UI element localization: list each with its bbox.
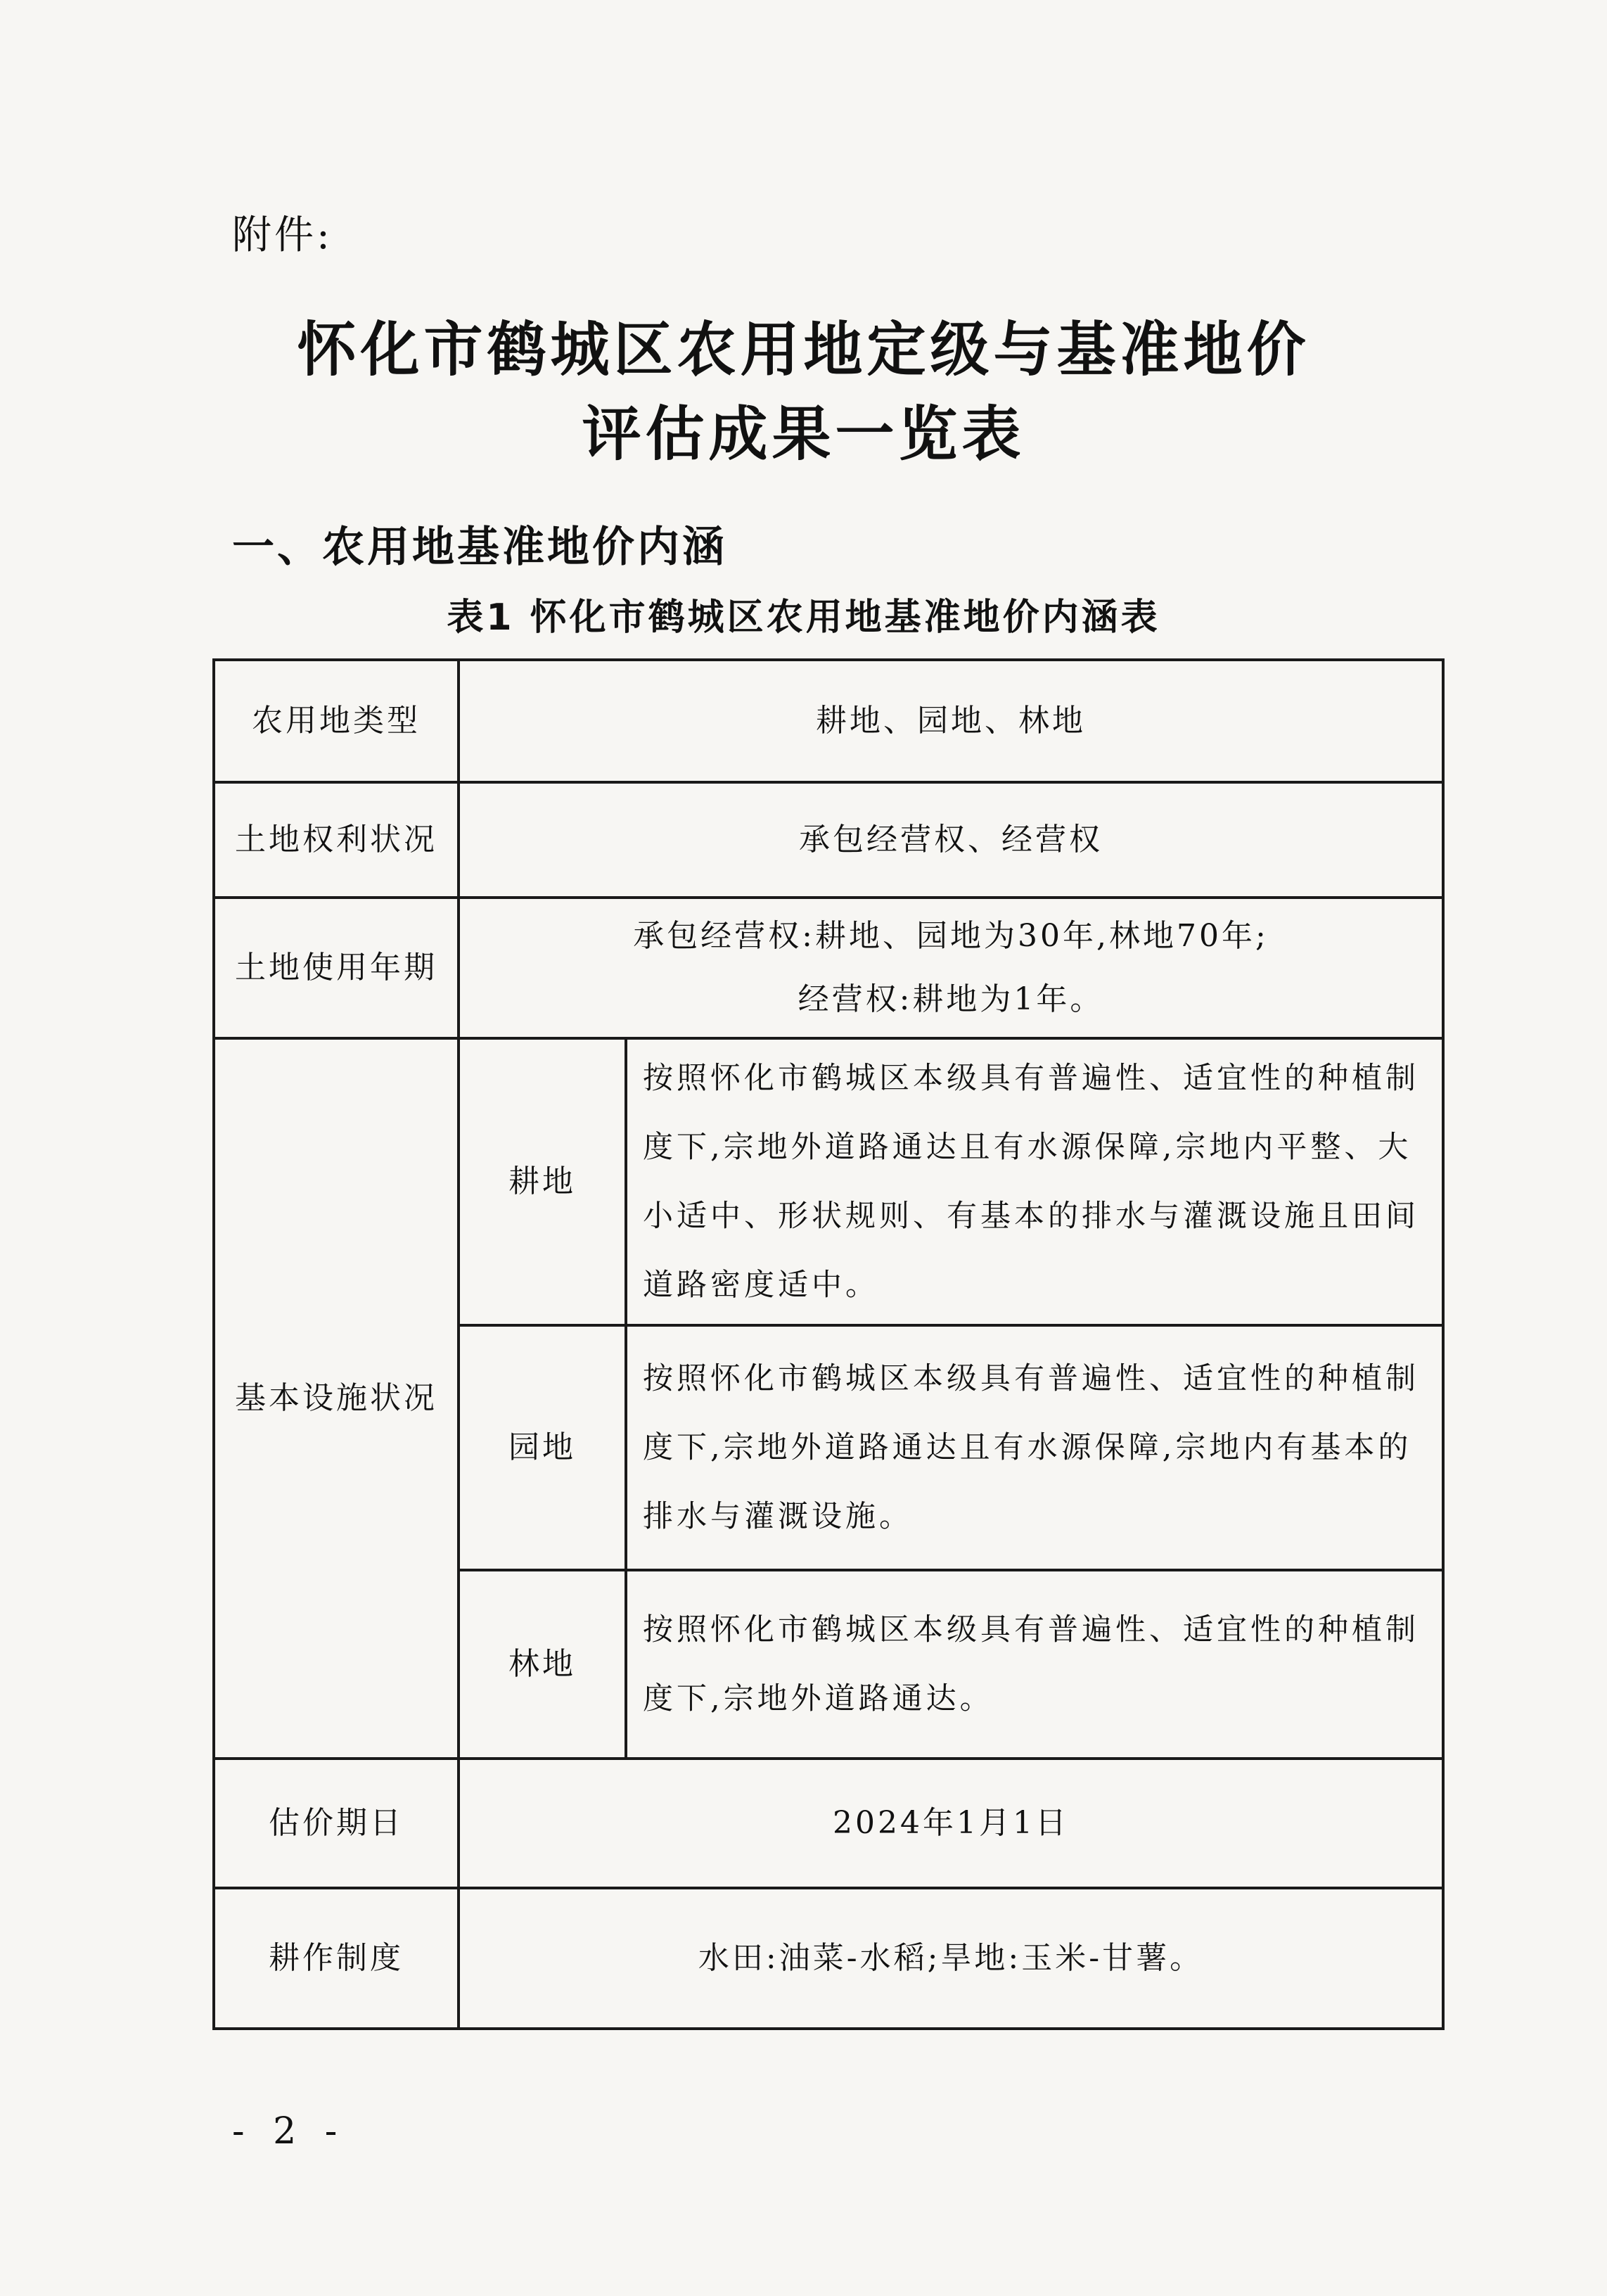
cropping-value: 水田:油菜-水稻;旱地:玉米-甘薯。 <box>459 1888 1443 2029</box>
valuation-date-label: 估价期日 <box>214 1759 459 1888</box>
table-row-term <box>214 898 1443 1038</box>
term-value <box>459 898 1443 1038</box>
table-row-cropping <box>214 1888 1443 2029</box>
rights-label: 土地权利状况 <box>214 782 459 898</box>
infra-description: 按照怀化市鹤城区本级具有普遍性、适宜性的种植制度下,宗地外道路通达且有水源保障,宗地内平整、大小适中、形状规则、有基本的排水与灌溉设施且田间道路密度适中。 <box>626 1038 1443 1325</box>
table-caption: 表1 怀化市鹤城区农用地基准地价内涵表 <box>447 597 1160 639</box>
infra-sub-label: 耕地 <box>459 1038 626 1325</box>
section-heading: 一、农用地基准地价内涵 <box>232 523 727 572</box>
rights-value: 承包经营权、经营权 <box>459 782 1443 898</box>
term-label: 土地使用年期 <box>214 898 459 1038</box>
infra-description: 按照怀化市鹤城区本级具有普遍性、适宜性的种植制度下,宗地外道路通达。 <box>626 1570 1443 1759</box>
land-type-value: 耕地、园地、林地 <box>459 660 1443 782</box>
cropping-label: 耕作制度 <box>214 1888 459 2029</box>
infra-description: 按照怀化市鹤城区本级具有普遍性、适宜性的种植制度下,宗地外道路通达且有水源保障,宗地内有基本的排水与灌溉设施。 <box>626 1325 1443 1570</box>
title-line-1: 怀化市鹤城区农用地定级与基准地价 <box>297 315 1310 384</box>
title-line-2: 评估成果一览表 <box>582 400 1025 468</box>
infra-sub-label: 林地 <box>459 1570 626 1759</box>
term-value-line-2: 经营权:耕地为1年。 <box>798 981 1104 1017</box>
infrastructure-label: 基本设施状况 <box>214 1038 459 1759</box>
valuation-date-value: 2024年1月1日 <box>459 1759 1443 1888</box>
infra-sub-label: 园地 <box>459 1325 626 1570</box>
page-number: - 2 - <box>232 2110 346 2152</box>
land-type-label: 农用地类型 <box>214 660 459 782</box>
table-row-valuation-date <box>214 1759 1443 1888</box>
table-row-rights <box>214 782 1443 898</box>
attachment-label: 附件: <box>232 212 333 258</box>
table-row-land-type <box>214 660 1443 782</box>
term-value-line-1: 承包经营权:耕地、园地为30年,林地70年; <box>633 918 1269 954</box>
land-price-table <box>212 658 1445 2030</box>
table-row-infra-cultivated <box>214 1038 1443 1325</box>
